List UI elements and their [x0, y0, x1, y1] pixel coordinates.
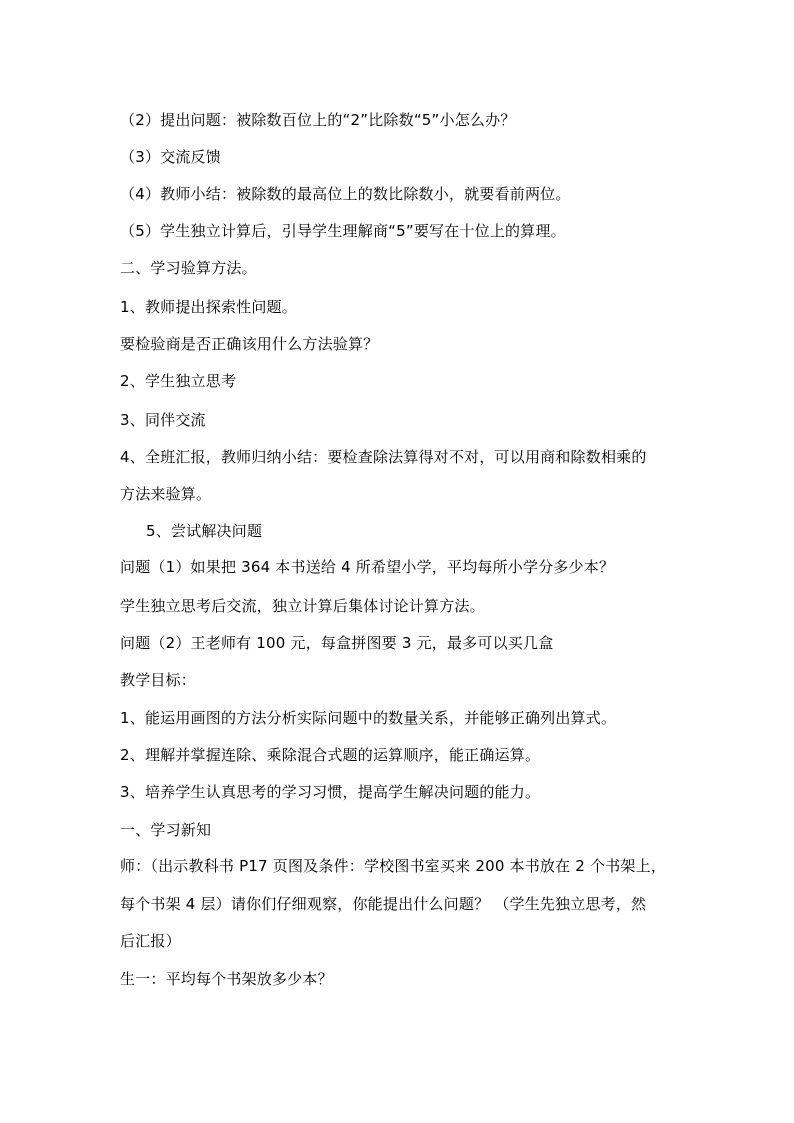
- text-line: 师：（出示教科书 P17 页图及条件：学校图书室买来 200 本书放在 2 个书架上，: [120, 857, 667, 875]
- text-line: 后汇报）: [120, 932, 181, 950]
- text-line: 4、全班汇报，教师归纳小结：要检查除法算得对不对，可以用商和除数相乘的: [120, 448, 647, 466]
- text-line: 问题（1）如果把 364 本书送给 4 所希望小学，平均每所小学分多少本？: [120, 558, 615, 576]
- text-line: 3、同伴交流: [120, 411, 206, 429]
- text-line: 1、教师提出探索性问题。: [120, 298, 297, 316]
- text-line: （5）学生独立计算后，引导学生理解商“5”要写在十位上的算理。: [120, 222, 566, 240]
- text-line: 方法来验算。: [120, 485, 212, 503]
- text-line: 1、能运用画图的方法分析实际问题中的数量关系，并能够正确列出算式。: [120, 709, 617, 727]
- text-line: （3）交流反馈: [120, 148, 221, 166]
- text-line: 3、培养学生认真思考的学习习惯，提高学生解决问题的能力。: [120, 783, 541, 801]
- text-line: 2、理解并掌握连除、乘除混合式题的运算顺序，能正确运算。: [120, 746, 541, 764]
- text-line: （2）提出问题：被除数百位上的“2”比除数“5”小怎么办？: [120, 111, 516, 129]
- section-heading: 一、学习新知: [120, 821, 212, 839]
- section-heading: 二、学习验算方法。: [120, 259, 257, 277]
- text-line: 问题（2）王老师有 100 元，每盒拼图要 3 元，最多可以买几盒: [120, 634, 554, 652]
- text-line: 学生独立思考后交流，独立计算后集体讨论计算方法。: [120, 597, 485, 615]
- text-line: 2、学生独立思考: [120, 372, 237, 390]
- text-line: 5、尝试解决问题: [146, 522, 263, 540]
- text-line: 生一：平均每个书架放多少本？: [120, 970, 333, 988]
- text-line: 每个书架 4 层）请你们仔细观察，你能提出什么问题？ （学生先独立思考，然: [120, 895, 647, 913]
- text-line: （4）教师小结：被除数的最高位上的数比除数小，就要看前两位。: [120, 185, 571, 203]
- text-line: 要检验商是否正确该用什么方法验算？: [120, 335, 379, 353]
- section-heading: 教学目标：: [120, 671, 197, 689]
